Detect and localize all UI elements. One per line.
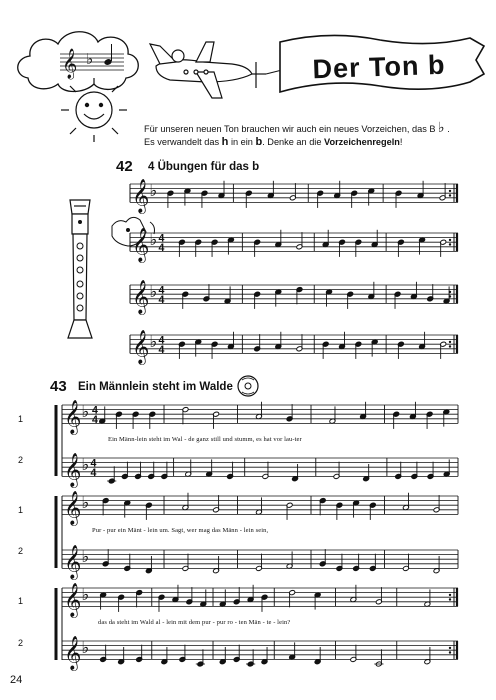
voice-2-label-b: 2	[18, 546, 24, 556]
exercise-43-number: 43	[50, 378, 67, 395]
time-signature-top: 4	[90, 457, 97, 470]
time-signature-top: 4	[158, 232, 165, 245]
flat-icon: ♭	[81, 546, 90, 566]
time-signature-bottom: 4	[90, 466, 97, 479]
treble-clef-icon: 𝄞	[64, 452, 82, 487]
treble-clef-icon: 𝄞	[132, 279, 150, 314]
lyrics-line-3: das da steht im Wald al - lein mit dem pur - pur ro - ten Män - te - lein?	[98, 619, 291, 626]
flat-sign-icon: ♭	[438, 120, 445, 136]
intro-text-1: Für unseren neuen Ton brauchen wir auch ein neues Vorzeichen, das B	[144, 124, 436, 134]
exercise-42-title: 4 Übungen für das b	[148, 161, 260, 173]
time-signature-bottom: 4	[158, 241, 165, 254]
time-signature-top: 4	[92, 404, 98, 417]
treble-clef-icon: 𝄞	[64, 544, 82, 579]
voice-1-label-b: 1	[18, 505, 24, 515]
treble-clef-icon: 𝄞	[132, 329, 150, 364]
treble-clef-icon: 𝄞	[64, 582, 82, 617]
flat-icon: ♭	[81, 584, 90, 604]
flat-icon: ♭	[86, 50, 94, 68]
page-title: Der Ton b	[311, 49, 446, 85]
time-signature-bottom: 4	[92, 413, 98, 426]
treble-clef-icon: 𝄞	[64, 399, 82, 434]
voice-2-label-c: 2	[18, 638, 24, 648]
flat-icon: ♭	[81, 401, 90, 421]
flat-icon: ♭	[81, 454, 90, 474]
time-signature-top: 4	[158, 334, 165, 347]
flat-icon: ♭	[149, 229, 158, 249]
treble-clef-icon: 𝄞	[132, 227, 150, 262]
exercise-43-title: Ein Männlein steht im Walde	[78, 381, 233, 393]
intro-line-2: Es verwandelt das h in ein b. Denke an die Vorzeichenregeln!	[144, 136, 403, 148]
voice-1-label-a: 1	[18, 414, 24, 424]
flat-icon: ♭	[81, 492, 90, 512]
time-signature-top: 4	[158, 284, 165, 297]
lyrics-line-1: Ein Männ-lein steht im Wal - de ganz still und stumm, es hat vor lau-ter	[108, 436, 302, 443]
treble-clef-icon: 𝄞	[132, 178, 150, 213]
flat-icon: ♭	[149, 331, 158, 351]
page-number: 24	[10, 674, 23, 686]
flat-icon: ♭	[149, 180, 158, 200]
flat-icon: ♭	[149, 281, 158, 301]
time-signature-bottom: 4	[158, 293, 165, 306]
treble-clef-icon: 𝄞	[64, 490, 82, 525]
exercise-42-number: 42	[116, 158, 133, 175]
lyrics-line-2: Pur - pur ein Mänt - lein um. Sagt, wer mag das Männ - lein sein,	[92, 527, 269, 534]
flat-icon: ♭	[81, 637, 90, 657]
treble-clef-icon: 𝄞	[62, 49, 78, 79]
treble-clef-icon: 𝄞	[64, 635, 82, 670]
voice-1-label-c: 1	[18, 596, 24, 606]
time-signature-bottom: 4	[158, 343, 165, 356]
intro-line-1: Für unseren neuen Ton brauchen wir auch ein neues Vorzeichen, das B ♭ .	[144, 120, 450, 136]
voice-2-label-a: 2	[18, 455, 24, 465]
